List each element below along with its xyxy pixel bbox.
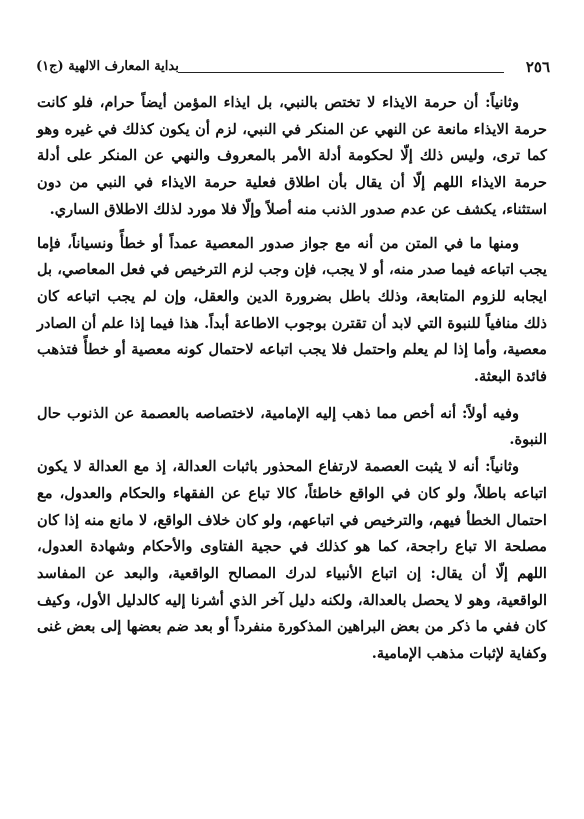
header-rule [178, 72, 504, 73]
paragraph-3: وفيه أولاً: أنه أخص مما ذهب إليه الإمامية، لاختصاصه بالعصمة عن الذنوب حال النبوة. [37, 404, 547, 449]
page-body [37, 90, 547, 668]
paragraph-2: ومنها ما في المتن من أنه مع جواز صدور المعصية عمداً أو خطأً ونسياناً، فإما يجب اتباعه فيما صدر منه، أو لا يجب، فإن وجب لزم الترخيص في فعل المعاصي، بل ايجابه للزوم المتابعة، وذلك باطل بضرورة الدين والعقل، وإن لم يجب اتباعه كان ذلك منافياً للنبوة التي لابد أن تقترن بوجوب الاطاعة أبداً. هذا فيما إذا علم أن الصادر معصية، وأما إذا لم يعلم واحتمل فلا يجب اتباعه لاحتمال كونه معصية أو خطأً فتذهب فائدة البعثة. [37, 234, 547, 386]
page-number: ٢٥٦ [525, 58, 550, 76]
running-title: بداية المعارف الالهية (ج١) [36, 59, 179, 74]
page-header [36, 58, 550, 84]
paragraph-1: وثانياً: أن حرمة الايذاء لا تختص بالنبي، بل ايذاء المؤمن أيضاً حرام، فلو كانت حرمة الايذاء مانعة عن النهي عن المنكر في النبي، لزم أن يكون كذلك في غيره وهو كما ترى، وليس ذلك إلّا لحكومة أدلة الأمر بالمعروف والنهي عن المنكر على أدلة حرمة الايذاء اللهم إلّا أن يقال بأن اطلاق فعلية حرمة الايذاء في النبي من دون استثناء، يكشف عن عدم صدور الذنب منه أصلاً وإلّا فلا مورد لذلك الاطلاق الساري. [37, 94, 547, 218]
paragraph-4: وثانياً: أنه لا يثبت العصمة لارتفاع المحذور باثبات العدالة، إذ مع العدالة لا يكون اتباعه باطلاً، ولو كان في الواقع خاطئاً، كالا تباع عن الفقهاء والحكام والعدول، مع احتمال الخطأ فيهم، والترخيص في اتباعهم، ولو كان خلاف الواقع، لا مانع منه إذا كان مصلحة الا تباع راجحة، كما هو كذلك في حجية الفتاوى والأحكام وشهادة العدول، اللهم إلّا أن يقال: إن اتباع الأنبياء لدرك المصالح الواقعية، والبعد عن المفاسد الواقعية، وهو لا يحصل بالعدالة، ولكنه دليل آخر الذي أشرنا إليه كالدليل الأول، وكيف كان ففي ما ذكر من بعض البراهين المذكورة منفرداً أو بعد ضم بعضها إلى بعض غنى وكفاية لإثبات مذهب الإمامية. [37, 458, 547, 663]
